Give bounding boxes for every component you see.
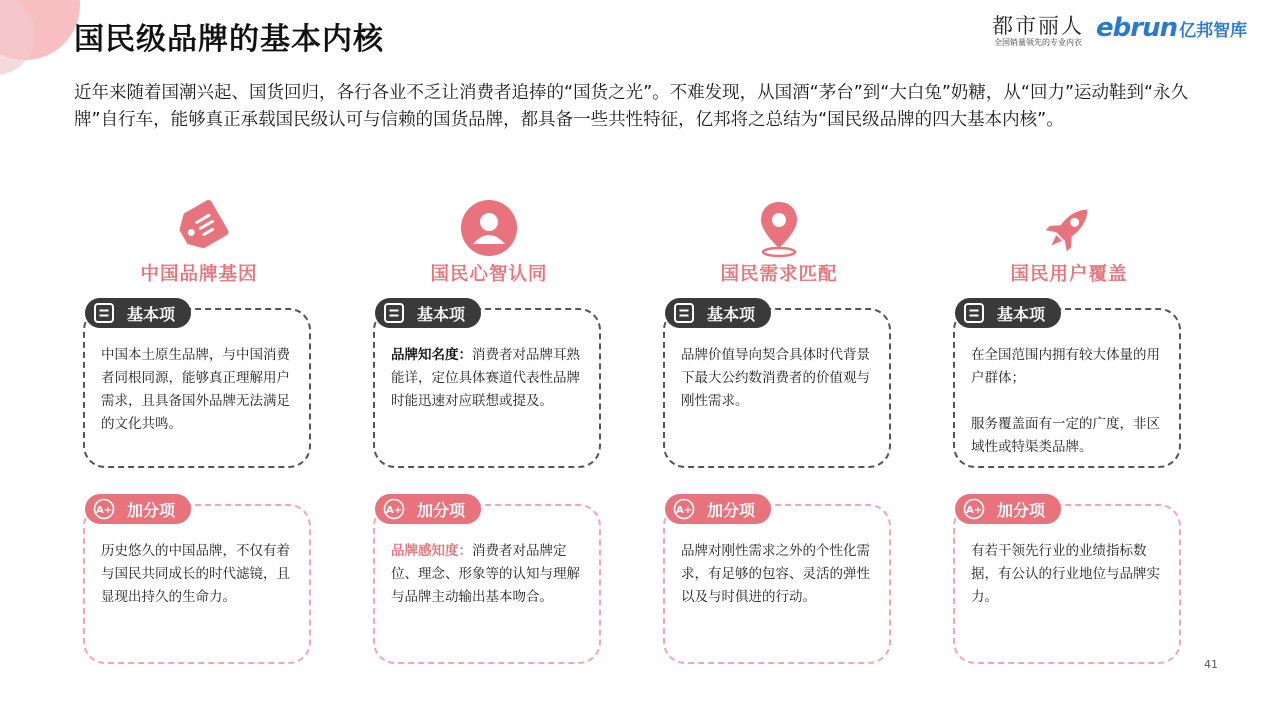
a-plus-icon — [383, 498, 405, 520]
basic-highlight: 品牌知名度： — [391, 347, 472, 363]
bonus-text: 历史悠久的中国品牌，不仅有着与国民共同成长的时代滤镜，且显现出持久的生命力。 — [101, 543, 290, 605]
basic-description — [971, 344, 1167, 459]
tag-icon — [169, 198, 229, 258]
location-pin-icon — [749, 198, 809, 258]
basic-tag — [665, 298, 771, 328]
pillar-title: 国民需求匹配 — [720, 264, 838, 285]
rocket-icon — [1039, 198, 1099, 258]
brand-logo-ebrun — [1096, 13, 1247, 43]
svg-text:A+: A+ — [675, 505, 693, 516]
logo-text-cn: 亿邦智库 — [1179, 21, 1248, 41]
page-number: 41 — [1204, 658, 1218, 671]
list-icon — [963, 302, 985, 324]
svg-text:A+: A+ — [965, 505, 983, 516]
logo-text: 都市丽人 — [992, 14, 1084, 38]
bonus-tag — [375, 494, 481, 524]
brand-logo-dushi — [984, 14, 1092, 48]
bonus-description — [101, 540, 297, 609]
user-icon — [459, 198, 519, 258]
basic-tag-label: 基本项 — [417, 304, 466, 324]
bonus-tag-label: 加分项 — [127, 500, 176, 520]
basic-description — [101, 344, 297, 436]
a-plus-icon — [963, 498, 985, 520]
bonus-highlight: 品牌感知度： — [391, 543, 472, 559]
basic-text-2: 服务覆盖面有一定的广度，非区域性或特渠类品牌。 — [971, 416, 1160, 455]
basic-tag-label: 基本项 — [997, 304, 1046, 324]
a-plus-icon — [93, 498, 115, 520]
basic-text: 品牌价值导向契合具体时代背景下最大公约数消费者的价值观与刚性需求。 — [681, 347, 870, 409]
basic-text: 中国本土原生品牌，与中国消费者同根同源，能够真正理解用户需求，且具备国外品牌无法满足的文化共鸣。 — [101, 347, 290, 432]
basic-tag-label: 基本项 — [707, 304, 756, 324]
basic-text: 在全国范围内拥有较大体量的用户群体； — [971, 347, 1160, 386]
list-icon — [673, 302, 695, 324]
basic-description — [681, 344, 877, 413]
pillar-title: 国民用户覆盖 — [1010, 264, 1128, 285]
bonus-text: 品牌对刚性需求之外的个性化需求，有足够的包容、灵活的弹性以及与时俱进的行动。 — [681, 543, 870, 605]
logo-tagline: 全国销量领先的专业内衣 — [994, 38, 1082, 47]
basic-text: 消费者对品牌耳熟能详，定位具体赛道代表性品牌时能迅速对应联想或提及。 — [391, 347, 580, 409]
intro-paragraph: 近年来随着国潮兴起、国货回归，各行各业不乏让消费者追捧的“国货之光”。不难发现，从国酒“茅台”到“大白兔”奶糖，从“回力”运动鞋到“永久牌”自行车，能够真正承载国民级认可与信赖的国货品牌，都具备一些共性特征，亿邦将之总结为“国民级品牌的四大基本内核”。 — [74, 83, 1189, 130]
pillar-title: 国民心智认同 — [430, 264, 548, 285]
basic-tag-label: 基本项 — [127, 304, 176, 324]
basic-description — [391, 344, 587, 413]
basic-tag — [955, 298, 1061, 328]
svg-text:A+: A+ — [385, 505, 403, 516]
basic-tag — [85, 298, 191, 328]
list-icon — [93, 302, 115, 324]
bonus-description — [681, 540, 877, 609]
bonus-text: 消费者对品牌定位、理念、形象等的认知与理解与品牌主动输出基本吻合。 — [391, 543, 580, 605]
bonus-tag — [955, 494, 1061, 524]
a-plus-icon — [673, 498, 695, 520]
bonus-tag-label: 加分项 — [707, 500, 756, 520]
bonus-tag — [85, 494, 191, 524]
bonus-tag — [665, 494, 771, 524]
list-icon — [383, 302, 405, 324]
bonus-tag-label: 加分项 — [997, 500, 1046, 520]
bonus-tag-label: 加分项 — [417, 500, 466, 520]
svg-text:A+: A+ — [95, 505, 113, 516]
bonus-text: 有若干领先行业的业绩指标数据，有公认的行业地位与品牌实力。 — [971, 543, 1160, 605]
pillar-title: 中国品牌基因 — [140, 264, 258, 285]
basic-tag — [375, 298, 481, 328]
bonus-description — [971, 540, 1167, 609]
bonus-description — [391, 540, 587, 609]
page-title: 国民级品牌的基本内核 — [74, 22, 384, 57]
logo-text-en: ebrun — [1096, 13, 1178, 43]
